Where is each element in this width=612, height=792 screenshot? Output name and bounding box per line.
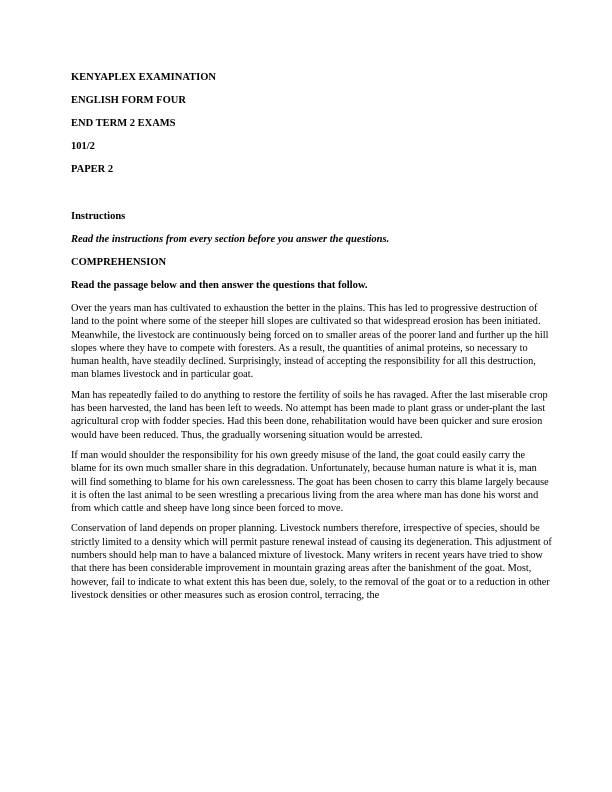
instructions-text: Read the instructions from every section before you answer the questions. [71,234,390,245]
comprehension-passage [71,302,552,602]
passage-paragraph-2: Man has repeatedly failed to do anything to restore the fertility of soils he has ravaged. After the last miserable crop has been harvested, the land has been left to weeds. No attempt has been made to plant grass or under-plant the last agricultural crop with fodder species. Had this been done, rehabilitation would have been quicker and sure erosion would have been reduced. Thus, the gradually worsening situation would be arrested. [71,389,548,441]
header-paper-code: 101/2 [71,141,95,152]
header-institution: KENYAPLEX EXAMINATION [71,72,216,83]
passage-paragraph-4: Conservation of land depends on proper planning. Livestock numbers therefore, irrespective of species, should be strictly limited to a density which will permit pasture renewal instead of causing its degeneration. This adjustment of numbers should help man to have a balanced mixture of livestock. Many writers in recent years have tried to show that there has been considerable improvement in mountain grazing areas after the banishment of the goat. Most, however, fail to indicate to what extent this has been due, solely, to the removal of the goat or to a reduction in other livestock densities or other measures such as erosion control, terracing, the [71,523,552,601]
section-prompt: Read the passage below and then answer the questions that follow. [71,280,368,291]
exam-header [71,71,552,176]
passage-paragraph-1: Over the years man has cultivated to exhaustion the better in the plains. This has led to progressive destruction of land to the point where some of the steeper hill slopes are cultivated so that widespread erosion has been initiated. Meanwhile, the livestock are continuously being forced on to smaller areas of the poorer land and further up the hill slopes where they have to compete with foresters. As a result, the quantities of animal proteins, so necessary to human health, have steadily declined. Surprisingly, instead of accepting the responsibility for all this destruction, man blames livestock and in particular goat. [71,303,549,381]
instructions-heading: Instructions [71,211,126,222]
header-paper-number: PAPER 2 [71,164,114,175]
header-subject: ENGLISH FORM FOUR [71,95,186,106]
section-heading: COMPREHENSION [71,257,167,268]
header-exam-term: END TERM 2 EXAMS [71,118,176,129]
spacer [71,186,552,210]
passage-paragraph-3: If man would shoulder the responsibility for his own greedy misuse of the land, the goat could easily carry the blame for its own much smaller share in this degradation. Unfortunately, because human nature is what it is, man will find something to blame for his own carelessness. The goat has been chosen to carry this blame largely because it is often the last animal to be seen wrestling a precarious living from the area where man has done his worst and from which cattle and sheep have long since been forced to move. [71,449,549,515]
